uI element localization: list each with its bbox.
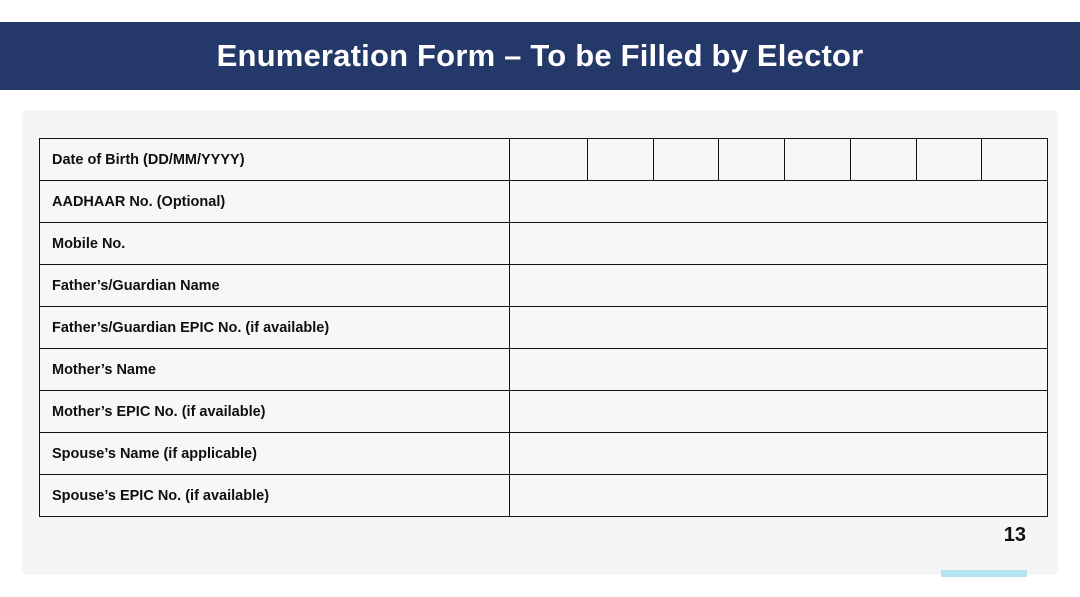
page-number: 13 — [1003, 524, 1026, 546]
row-label-spouse-name: Spouse’s Name (if applicable) — [40, 433, 510, 475]
dob-box-4[interactable] — [719, 139, 785, 180]
row-value-spouse-name[interactable] — [510, 433, 1048, 475]
dob-box-7[interactable] — [917, 139, 983, 180]
row-label-spouse-epic-no: Spouse’s EPIC No. (if available) — [40, 475, 510, 517]
table-row — [40, 475, 1048, 517]
bottom-accent-bar — [941, 570, 1027, 577]
row-label-father-guardian-epic-no: Father’s/Guardian EPIC No. (if available) — [40, 307, 510, 349]
dob-box-2[interactable] — [588, 139, 654, 180]
row-label-father-guardian-name: Father’s/Guardian Name — [40, 265, 510, 307]
dob-box-8[interactable] — [982, 139, 1047, 180]
dob-box-3[interactable] — [654, 139, 720, 180]
row-label-mother-name: Mother’s Name — [40, 349, 510, 391]
form-table-body — [40, 139, 1048, 517]
row-label-mother-epic-no: Mother’s EPIC No. (if available) — [40, 391, 510, 433]
row-label-aadhaar-no: AADHAAR No. (Optional) — [40, 181, 510, 223]
dob-box-1[interactable] — [522, 139, 588, 180]
table-row — [40, 139, 1048, 181]
table-row — [40, 433, 1048, 475]
table-row — [40, 349, 1048, 391]
content-panel — [22, 110, 1058, 575]
row-value-mother-name[interactable] — [510, 349, 1048, 391]
slide-header-band — [0, 22, 1080, 90]
row-value-spouse-epic-no[interactable] — [510, 475, 1048, 517]
row-label-date-of-birth: Date of Birth (DD/MM/YYYY) — [40, 139, 510, 181]
row-value-mobile-no[interactable] — [510, 223, 1048, 265]
table-row — [40, 265, 1048, 307]
row-value-mother-epic-no[interactable] — [510, 391, 1048, 433]
dob-box-6[interactable] — [851, 139, 917, 180]
date-of-birth-boxes — [522, 139, 1047, 180]
row-value-aadhaar-no[interactable] — [510, 181, 1048, 223]
row-value-father-guardian-name[interactable] — [510, 265, 1048, 307]
page-title: Enumeration Form – To be Filled by Elector — [216, 38, 864, 73]
row-label-mobile-no: Mobile No. — [40, 223, 510, 265]
dob-box-5[interactable] — [785, 139, 851, 180]
row-value-date-of-birth[interactable] — [510, 139, 1048, 181]
row-value-father-guardian-epic-no[interactable] — [510, 307, 1048, 349]
table-row — [40, 181, 1048, 223]
enumeration-form-table — [39, 138, 1048, 517]
table-row — [40, 223, 1048, 265]
table-row — [40, 307, 1048, 349]
table-row — [40, 391, 1048, 433]
